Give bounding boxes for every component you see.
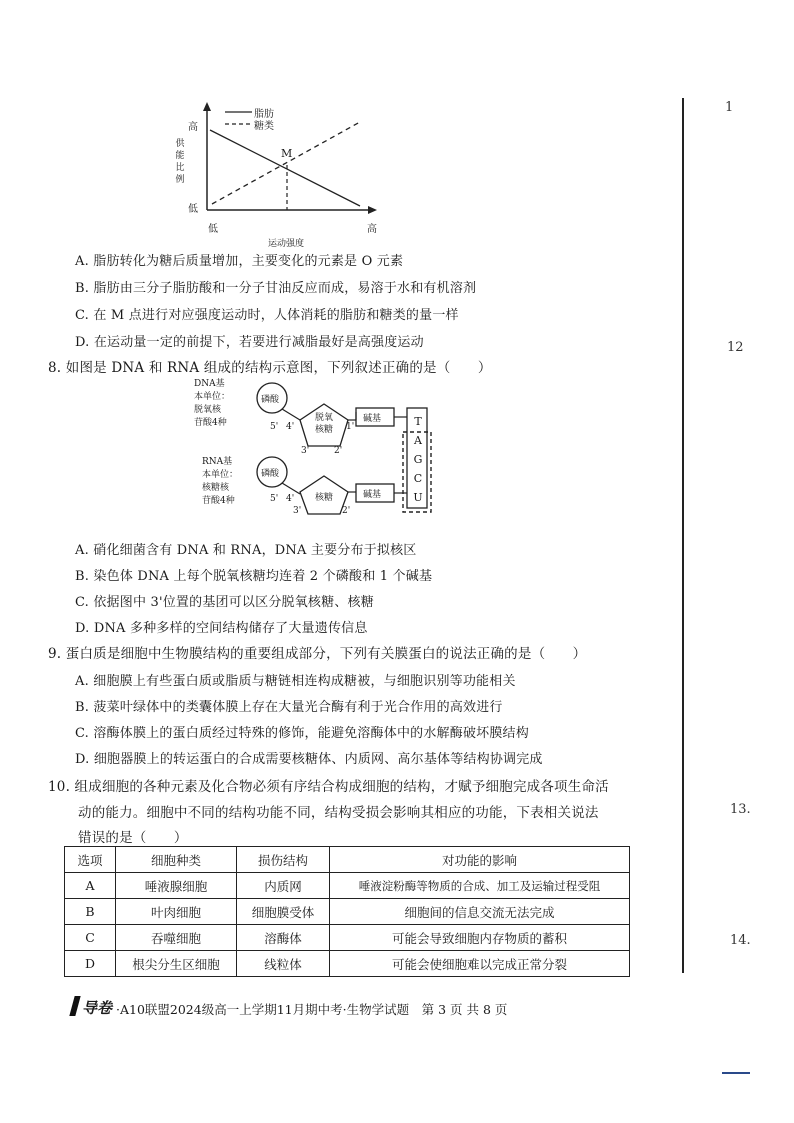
q7-option-b: B. 脂肪由三分子脂肪酸和一分子甘油反应而成，易溶于水和有机溶剂 xyxy=(75,281,477,296)
dna-c2-label: 2' xyxy=(334,446,343,456)
y-high-label: 高 xyxy=(188,122,198,133)
rna-c5-label: 5' xyxy=(270,494,279,504)
x-axis-arrow xyxy=(368,206,377,214)
table-row xyxy=(65,899,630,925)
legend-fat-label: 脂肪 xyxy=(254,109,274,120)
dna-unit-line: DNA基 xyxy=(194,379,225,389)
deoxyribose-line: 脱氧 xyxy=(315,413,334,423)
dna-unit-line: 脱氧核 xyxy=(194,405,222,415)
base-a: A xyxy=(414,434,422,447)
rna-unit-line: 核糖核 xyxy=(202,483,230,493)
table-cell: B xyxy=(65,899,116,925)
q8-option-a: A. 硝化细菌含有 DNA 和 RNA，DNA 主要分布于拟核区 xyxy=(75,543,417,558)
table-cell: 可能会使细胞难以完成正常分裂 xyxy=(330,951,630,977)
q10-table xyxy=(64,846,630,977)
fat-sugar-graph xyxy=(170,100,400,250)
ribose-label: 核糖 xyxy=(315,493,334,503)
q9-option-d: D. 细胞器膜上的转运蛋白的合成需要核糖体、内质网、高尔基体等结构协调完成 xyxy=(75,752,543,767)
dna-c4-label: 4' xyxy=(286,422,295,432)
dna-bond-5 xyxy=(282,409,300,420)
rna-c3-label: 3' xyxy=(293,506,302,516)
q9-stem: 9. 蛋白质是细胞中生物膜结构的重要组成部分，下列有关膜蛋白的说法正确的是（ ） xyxy=(48,646,587,662)
deoxyribose-label xyxy=(315,412,333,436)
bases-letters xyxy=(412,412,424,507)
y-title-char: 例 xyxy=(175,175,185,185)
q8-stem: 8. 如图是 DNA 和 RNA 组成的结构示意图，下列叙述正确的是（ ） xyxy=(48,360,492,376)
table-cell: 线粒体 xyxy=(237,951,330,977)
y-low-label: 低 xyxy=(188,204,198,215)
y-title-char: 供 xyxy=(175,139,185,149)
graph-svg xyxy=(170,100,400,250)
table-row xyxy=(65,925,630,951)
rna-unit-line: 苷酸4种 xyxy=(202,496,235,506)
dna-c5-label: 5' xyxy=(270,422,279,432)
table-row xyxy=(65,951,630,977)
point-m-label: M xyxy=(281,147,293,160)
margin-number-13: 13. xyxy=(730,802,751,817)
dna-rna-diagram xyxy=(190,376,450,516)
base-g: G xyxy=(413,453,423,466)
rna-bond-5 xyxy=(282,483,300,494)
table-header: 选项 xyxy=(65,847,116,873)
q8-option-d: D. DNA 多种多样的空间结构储存了大量遗传信息 xyxy=(75,621,368,636)
y-axis-title xyxy=(174,138,186,186)
table-cell: 唾液腺细胞 xyxy=(116,873,237,899)
dna-unit-label xyxy=(194,378,230,430)
q10-stem-line2: 动的能力。细胞中不同的结构功能不同，结构受损会影响其相应的功能，下表相关说法 xyxy=(78,805,599,821)
table-cell: C xyxy=(65,925,116,951)
table-cell: 细胞间的信息交流无法完成 xyxy=(330,899,630,925)
q8-option-b: B. 染色体 DNA 上每个脱氧核糖均连着 2 个磷酸和 1 个碱基 xyxy=(75,569,433,584)
rna-base-label: 碱基 xyxy=(363,490,382,500)
dna-c1-label: 1' xyxy=(346,422,355,432)
q8-option-c: C. 依据图中 3'位置的基团可以区分脱氧核糖、核糖 xyxy=(75,595,374,610)
y-title-char: 能 xyxy=(175,151,185,161)
rna-unit-line: RNA基 xyxy=(202,457,233,467)
dna-phosphate-label: 磷酸 xyxy=(261,395,280,405)
table-cell: D xyxy=(65,951,116,977)
base-u: U xyxy=(413,491,423,504)
table-cell: 内质网 xyxy=(237,873,330,899)
rna-unit-line: 本单位： xyxy=(202,470,239,480)
table-cell: 唾液淀粉酶等物质的合成、加工及运输过程受阻 xyxy=(330,873,630,899)
rna-phosphate-label: 磷酸 xyxy=(261,469,280,479)
rna-unit-label xyxy=(202,456,238,508)
table-cell: 细胞膜受体 xyxy=(237,899,330,925)
footer-text: ·A10联盟2024级高一上学期11月期中考·生物学试题 第 3 页 共 8 页 xyxy=(116,1002,508,1017)
fat-line xyxy=(210,130,360,206)
table-cell: 可能会导致细胞内存物质的蓄积 xyxy=(330,925,630,951)
q7-option-d: D. 在运动量一定的前提下，若要进行减脂最好是高强度运动 xyxy=(75,335,424,350)
table-cell: 根尖分生区细胞 xyxy=(116,951,237,977)
q7-option-a: A. 脂肪转化为糖后质量增加，主要变化的元素是 O 元素 xyxy=(75,254,404,269)
x-low-label: 低 xyxy=(208,224,218,235)
table-header: 细胞种类 xyxy=(116,847,237,873)
table-cell: 吞噬细胞 xyxy=(116,925,237,951)
x-axis-title: 运动强度 xyxy=(268,239,305,249)
legend-sugar-label: 糖类 xyxy=(254,121,274,132)
table-header: 对功能的影响 xyxy=(330,847,630,873)
table-row xyxy=(65,873,630,899)
sugar-line xyxy=(212,122,360,204)
margin-number-12: 12 xyxy=(727,340,744,355)
scan-mark xyxy=(722,1072,750,1074)
margin-number-14: 14. xyxy=(730,933,751,948)
table-cell: A xyxy=(65,873,116,899)
table-header-row xyxy=(65,847,630,873)
y-title-char: 比 xyxy=(175,163,185,173)
base-c: C xyxy=(413,472,423,485)
table-header: 损伤结构 xyxy=(237,847,330,873)
dna-unit-line: 苷酸4种 xyxy=(194,418,227,428)
dna-base-label: 碱基 xyxy=(363,414,382,424)
dna-unit-line: 本单位： xyxy=(194,392,231,402)
table-cell: 叶肉细胞 xyxy=(116,899,237,925)
q10-stem-line3: 错误的是（ ） xyxy=(78,830,188,846)
q9-option-c: C. 溶酶体膜上的蛋白质经过特殊的修饰，能避免溶酶体中的水解酶破坏膜结构 xyxy=(75,726,529,741)
x-high-label: 高 xyxy=(367,224,377,235)
q9-option-a: A. 细胞膜上有些蛋白质或脂质与糖链相连构成糖被，与细胞识别等功能相关 xyxy=(75,674,516,689)
base-t: T xyxy=(414,415,422,428)
rna-c4-label: 4' xyxy=(286,494,295,504)
y-axis-arrow xyxy=(203,102,211,111)
deoxyribose-line: 核糖 xyxy=(315,425,334,435)
dna-c3-label: 3' xyxy=(301,446,310,456)
binding-line xyxy=(682,98,684,973)
footer-logo: 导卷 xyxy=(82,999,113,1017)
q7-option-c: C. 在 M 点进行对应强度运动时，人体消耗的脂肪和糖类的量一样 xyxy=(75,308,459,323)
q9-option-b: B. 菠菜叶绿体中的类囊体膜上存在大量光合酶有利于光合作用的高效进行 xyxy=(75,700,503,715)
margin-number-1: 1 xyxy=(725,100,734,115)
rna-c2-label: 2' xyxy=(342,506,351,516)
table-cell: 溶酶体 xyxy=(237,925,330,951)
logo-mark-icon xyxy=(69,996,80,1016)
q10-stem-line1: 10. 组成细胞的各种元素及化合物必须有序结合构成细胞的结构，才赋予细胞完成各项生命活 xyxy=(48,779,609,795)
